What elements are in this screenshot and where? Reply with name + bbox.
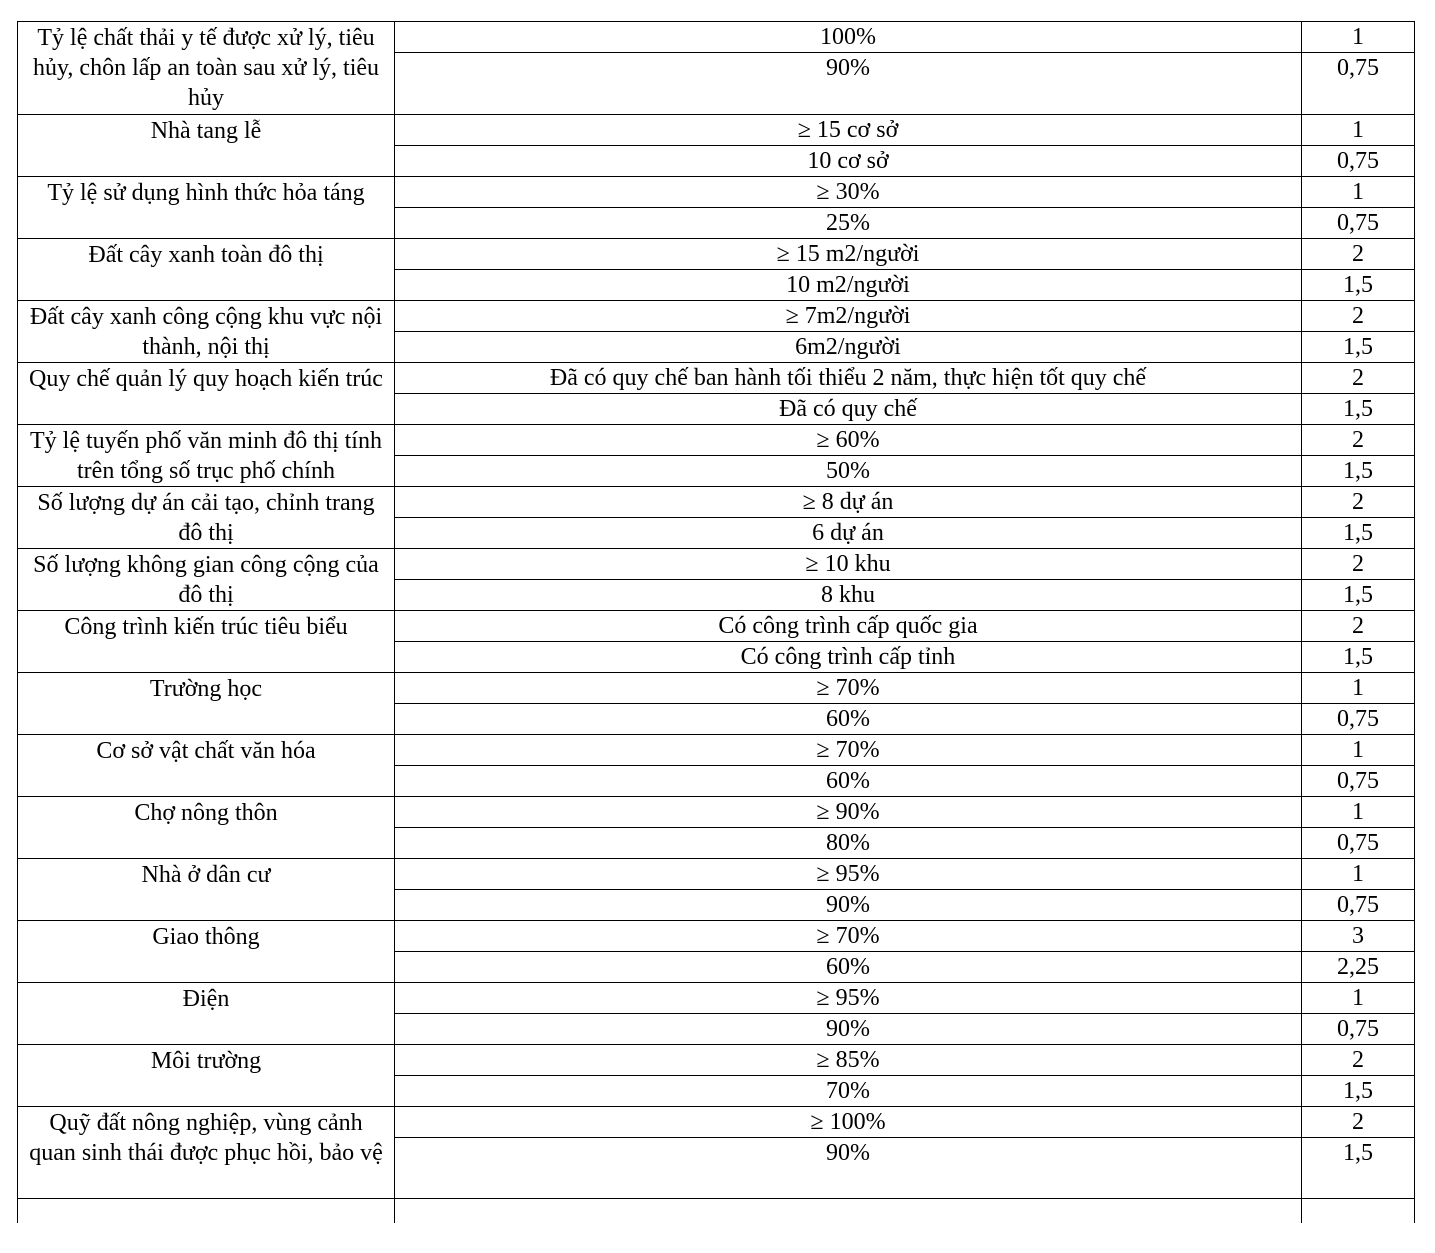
criterion-cell: Công trình kiến trúc tiêu biểu <box>18 611 395 673</box>
level-value-cell: ≥ 8 dự án <box>395 487 1302 518</box>
score-cell: 1 <box>1302 983 1415 1014</box>
table-row <box>18 859 1415 890</box>
score-cell: 2,25 <box>1302 952 1415 983</box>
level-value-cell: 25% <box>395 208 1302 239</box>
level-value-cell: ≥ 7m2/người <box>395 301 1302 332</box>
score-cell: 1,5 <box>1302 394 1415 425</box>
level-value-cell: 90% <box>395 53 1302 115</box>
score-cell: 0,75 <box>1302 146 1415 177</box>
level-value-cell: ≥ 100% <box>395 1107 1302 1138</box>
level-value-cell: 6 dự án <box>395 518 1302 549</box>
score-cell: 1,5 <box>1302 1138 1415 1199</box>
score-cell: 1,5 <box>1302 1076 1415 1107</box>
level-value-cell: 100% <box>395 22 1302 53</box>
score-cell: 0,75 <box>1302 1014 1415 1045</box>
score-cell: 2 <box>1302 1045 1415 1076</box>
level-value-cell: 10 m2/người <box>395 270 1302 301</box>
table-row <box>18 425 1415 456</box>
level-value-cell: 70% <box>395 1076 1302 1107</box>
table-row <box>18 1107 1415 1138</box>
table-row <box>18 301 1415 332</box>
score-cell: 3 <box>1302 921 1415 952</box>
table-row <box>18 549 1415 580</box>
document-page <box>17 21 1415 1223</box>
score-cell: 1 <box>1302 115 1415 146</box>
level-value-cell: ≥ 90% <box>395 797 1302 828</box>
score-cell: 1 <box>1302 22 1415 53</box>
level-value-cell: ≥ 70% <box>395 673 1302 704</box>
score-cell: 0,75 <box>1302 208 1415 239</box>
level-value-cell: 6m2/người <box>395 332 1302 363</box>
criterion-cell: Nhà tang lễ <box>18 115 395 177</box>
score-cell: 1 <box>1302 673 1415 704</box>
criterion-cell: Tỷ lệ sử dụng hình thức hỏa táng <box>18 177 395 239</box>
table-row <box>18 487 1415 518</box>
level-value-cell: ≥ 70% <box>395 921 1302 952</box>
criteria-table <box>17 21 1415 1223</box>
criterion-cell: Trường học <box>18 673 395 735</box>
score-cell: 0,75 <box>1302 766 1415 797</box>
score-cell: 1 <box>1302 859 1415 890</box>
score-cell: 0,75 <box>1302 704 1415 735</box>
criterion-cell: Cơ sở vật chất văn hóa <box>18 735 395 797</box>
criterion-cell: Môi trường <box>18 1045 395 1107</box>
level-value-cell: 90% <box>395 890 1302 921</box>
score-cell: 2 <box>1302 1107 1415 1138</box>
level-value-cell: ≥ 70% <box>395 735 1302 766</box>
criterion-cell: Tỷ lệ tuyến phố văn minh đô thị tính trên tổng số trục phố chính <box>18 425 395 487</box>
criterion-cell: Quỹ đất nông nghiệp, vùng cảnh quan sinh thái được phục hồi, bảo vệ <box>18 1107 395 1199</box>
level-value-cell: 90% <box>395 1138 1302 1199</box>
score-cell: 0,75 <box>1302 828 1415 859</box>
empty-cell <box>1302 1199 1415 1223</box>
level-value-cell: 60% <box>395 766 1302 797</box>
table-row <box>18 921 1415 952</box>
level-value-cell: ≥ 95% <box>395 859 1302 890</box>
level-value-cell: 60% <box>395 952 1302 983</box>
level-value-cell: 10 cơ sở <box>395 146 1302 177</box>
score-cell: 2 <box>1302 487 1415 518</box>
score-cell: 1 <box>1302 797 1415 828</box>
empty-cell <box>395 1199 1302 1223</box>
level-value-cell: ≥ 30% <box>395 177 1302 208</box>
score-cell: 1,5 <box>1302 518 1415 549</box>
criterion-cell: Giao thông <box>18 921 395 983</box>
level-value-cell: 8 khu <box>395 580 1302 611</box>
score-cell: 2 <box>1302 549 1415 580</box>
table-row <box>18 1045 1415 1076</box>
score-cell: 0,75 <box>1302 890 1415 921</box>
empty-cell <box>18 1199 395 1223</box>
score-cell: 1,5 <box>1302 332 1415 363</box>
level-value-cell: 80% <box>395 828 1302 859</box>
level-value-cell: 50% <box>395 456 1302 487</box>
table-row <box>18 797 1415 828</box>
score-cell: 1 <box>1302 177 1415 208</box>
table-row <box>18 115 1415 146</box>
level-value-cell: Có công trình cấp tỉnh <box>395 642 1302 673</box>
score-cell: 1,5 <box>1302 642 1415 673</box>
table-row <box>18 735 1415 766</box>
table-row <box>18 363 1415 394</box>
criterion-cell: Đất cây xanh công cộng khu vực nội thành, nội thị <box>18 301 395 363</box>
table-row <box>18 22 1415 53</box>
score-cell: 2 <box>1302 425 1415 456</box>
table-row <box>18 239 1415 270</box>
criterion-cell: Tỷ lệ chất thải y tế được xử lý, tiêu hủy, chôn lấp an toàn sau xử lý, tiêu hủy <box>18 22 395 115</box>
level-value-cell: Có công trình cấp quốc gia <box>395 611 1302 642</box>
level-value-cell: 60% <box>395 704 1302 735</box>
criterion-cell: Quy chế quản lý quy hoạch kiến trúc <box>18 363 395 425</box>
criterion-cell: Số lượng dự án cải tạo, chỉnh trang đô thị <box>18 487 395 549</box>
level-value-cell: ≥ 95% <box>395 983 1302 1014</box>
criterion-cell: Đất cây xanh toàn đô thị <box>18 239 395 301</box>
table-row <box>18 983 1415 1014</box>
level-value-cell: ≥ 85% <box>395 1045 1302 1076</box>
level-value-cell: 90% <box>395 1014 1302 1045</box>
table-row <box>18 177 1415 208</box>
table-row <box>18 611 1415 642</box>
level-value-cell: Đã có quy chế <box>395 394 1302 425</box>
score-cell: 0,75 <box>1302 53 1415 115</box>
level-value-cell: Đã có quy chế ban hành tối thiểu 2 năm, thực hiện tốt quy chế <box>395 363 1302 394</box>
empty-table-row <box>18 1199 1415 1223</box>
table-row <box>18 673 1415 704</box>
score-cell: 1 <box>1302 735 1415 766</box>
criterion-cell: Điện <box>18 983 395 1045</box>
score-cell: 2 <box>1302 301 1415 332</box>
criterion-cell: Chợ nông thôn <box>18 797 395 859</box>
level-value-cell: ≥ 15 m2/người <box>395 239 1302 270</box>
score-cell: 2 <box>1302 611 1415 642</box>
score-cell: 1,5 <box>1302 580 1415 611</box>
criterion-cell: Nhà ở dân cư <box>18 859 395 921</box>
criterion-cell: Số lượng không gian công cộng của đô thị <box>18 549 395 611</box>
score-cell: 1,5 <box>1302 456 1415 487</box>
level-value-cell: ≥ 60% <box>395 425 1302 456</box>
score-cell: 2 <box>1302 363 1415 394</box>
level-value-cell: ≥ 15 cơ sở <box>395 115 1302 146</box>
level-value-cell: ≥ 10 khu <box>395 549 1302 580</box>
score-cell: 1,5 <box>1302 270 1415 301</box>
score-cell: 2 <box>1302 239 1415 270</box>
